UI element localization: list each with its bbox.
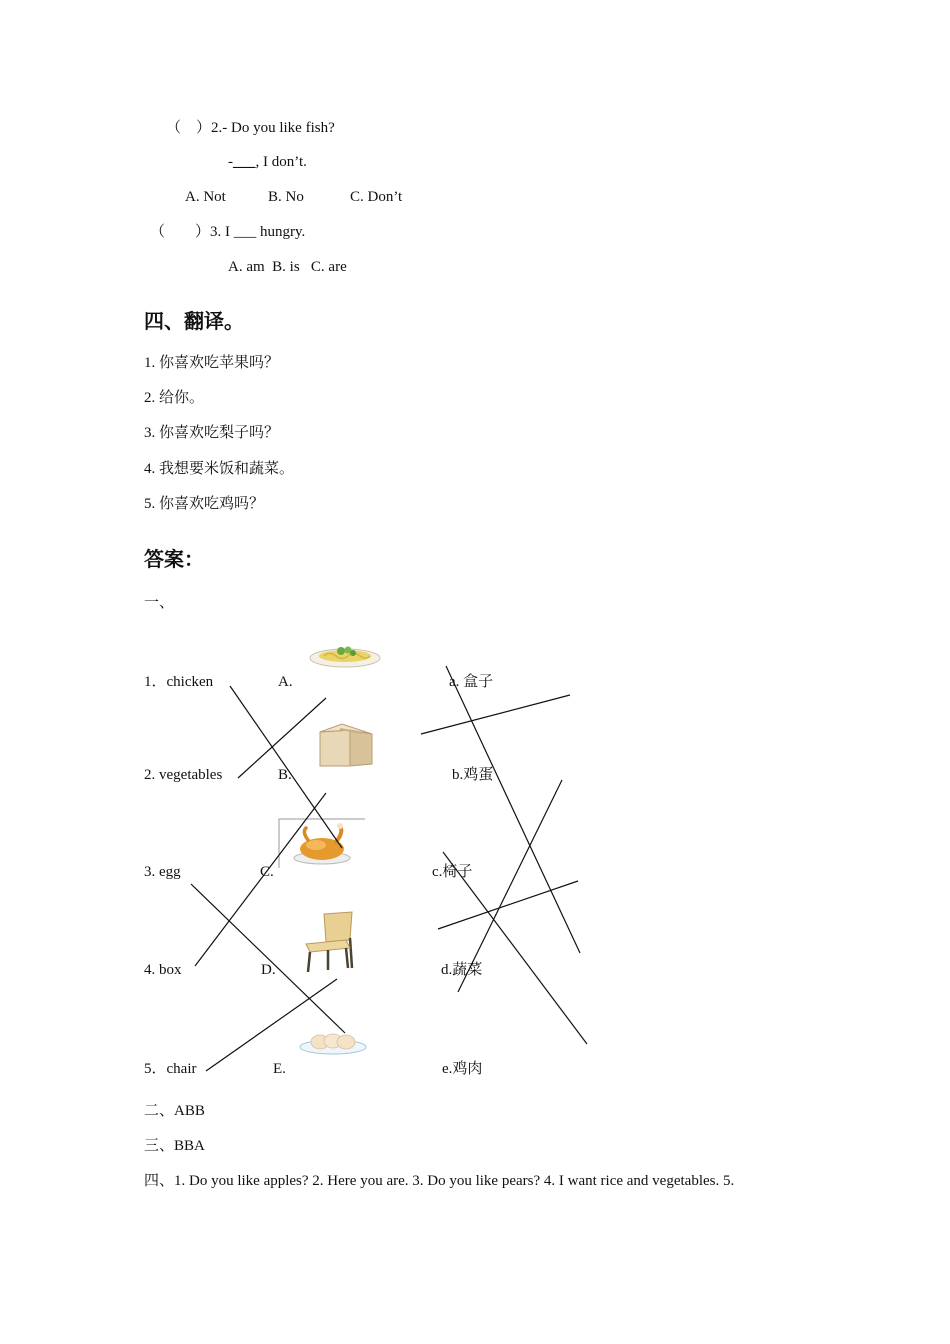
q2-dash: - bbox=[228, 154, 233, 170]
match-line-box-b bbox=[195, 793, 326, 966]
q2-stem: （ ）2.- Do you like fish? bbox=[166, 120, 335, 136]
answer-part2: 二、ABB bbox=[144, 1103, 205, 1119]
match-line-b-a bbox=[421, 695, 570, 734]
translate-item-5: 5. 你喜欢吃鸡吗？ bbox=[144, 496, 265, 512]
match-chinese-c: c.椅子 bbox=[432, 864, 473, 880]
match-line-chair-d bbox=[206, 979, 337, 1071]
q2-reply: , I don’t. bbox=[255, 154, 307, 170]
answer-part1-label: 一、 bbox=[144, 595, 175, 611]
match-letter-b: B. bbox=[278, 767, 292, 783]
q2-option-b: B. No bbox=[268, 189, 304, 205]
match-word-5: 5．chair bbox=[144, 1061, 197, 1077]
answers-title: 答案： bbox=[144, 547, 204, 571]
q3-stem: （ ）3. I ___ hungry. bbox=[150, 224, 306, 240]
translate-item-2: 2. 给你。 bbox=[144, 390, 205, 406]
match-line-a-d bbox=[446, 666, 580, 953]
q2-option-a: A. Not bbox=[185, 189, 226, 205]
q2-blank: ___ bbox=[233, 154, 256, 170]
match-letter-a: A. bbox=[278, 674, 293, 690]
match-word-1: 1．chicken bbox=[144, 674, 214, 690]
answer-part3: 三、BBA bbox=[144, 1138, 205, 1154]
match-word-2: 2. vegetables bbox=[144, 767, 223, 783]
translate-item-1: 1. 你喜欢吃苹果吗？ bbox=[144, 355, 280, 371]
match-chinese-a: a. 盒子 bbox=[449, 674, 494, 690]
match-word-4: 4. box bbox=[144, 962, 182, 978]
match-line-chicken-c bbox=[230, 686, 342, 848]
match-letter-d: D. bbox=[261, 962, 276, 978]
section4-title: 四、翻译。 bbox=[144, 309, 244, 333]
answer-part4: 四、1. Do you like apples? 2. Here you are. 3. Do you like pears? 4. I want rice and vegetables. 5. bbox=[144, 1173, 735, 1189]
match-letter-c: C. bbox=[260, 864, 274, 880]
q3-options: A. am B. is C. are bbox=[228, 259, 347, 275]
match-line-e-c bbox=[443, 852, 587, 1044]
q2-option-c: C. Don’t bbox=[350, 189, 403, 205]
match-chinese-e: e.鸡肉 bbox=[442, 1061, 483, 1077]
match-word-3: 3. egg bbox=[144, 864, 181, 880]
match-letter-e: E. bbox=[273, 1061, 286, 1077]
match-chinese-b: b.鸡蛋 bbox=[452, 767, 494, 783]
match-line-vegetables-a bbox=[238, 698, 326, 778]
match-line-d-b bbox=[458, 780, 562, 992]
translate-item-3: 3. 你喜欢吃梨子吗？ bbox=[144, 425, 280, 441]
match-chinese-d: d.蔬菜 bbox=[441, 962, 483, 978]
match-line-egg-e bbox=[191, 884, 345, 1033]
translate-item-4: 4. 我想要米饭和蔬菜。 bbox=[144, 461, 295, 477]
